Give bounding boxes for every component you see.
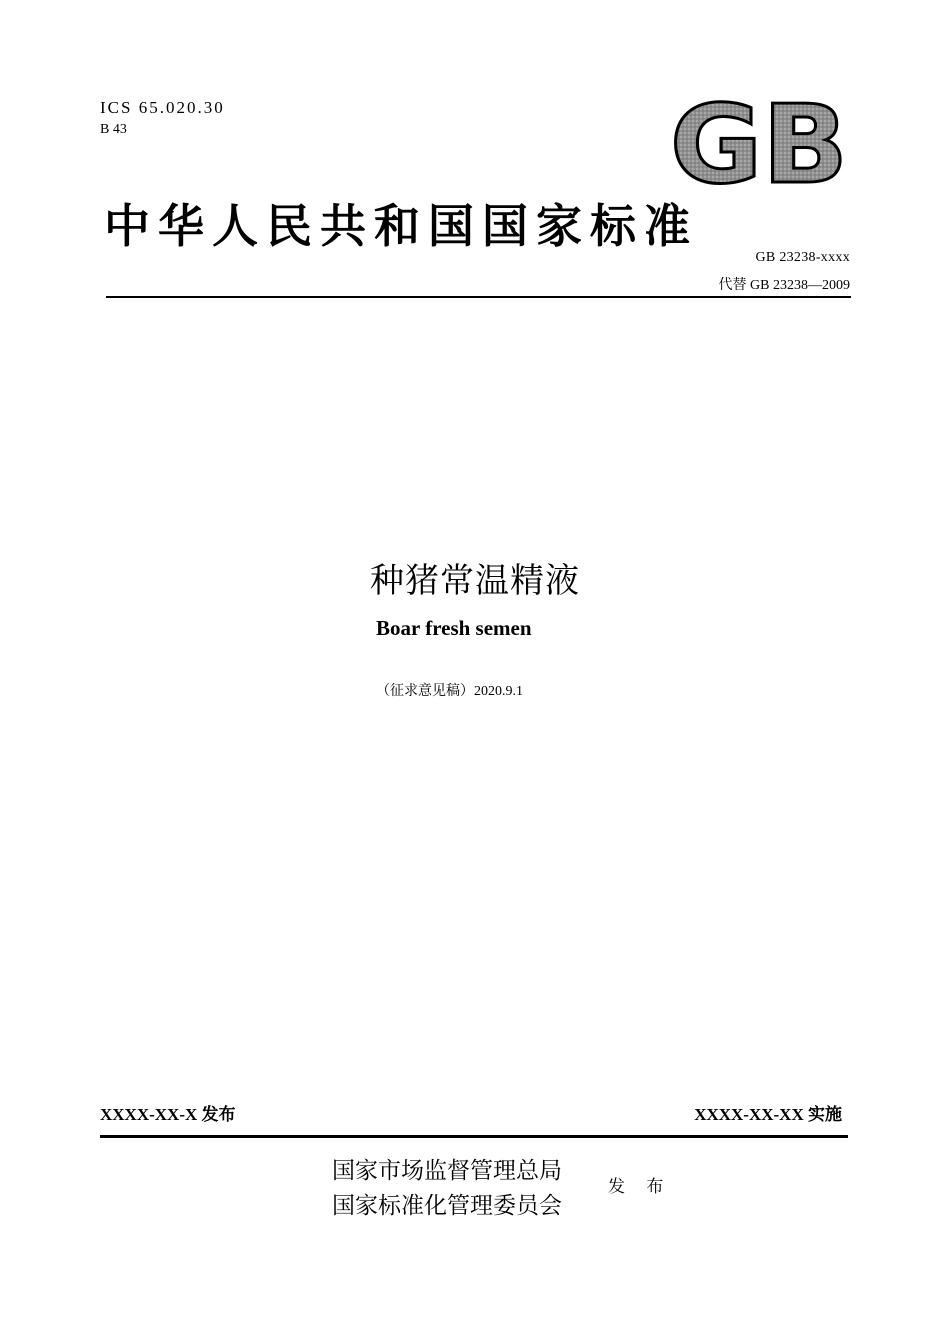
standard-number: GB 23238-xxxx [755, 250, 850, 265]
gb-logo-text: GB [670, 96, 848, 188]
national-standard-title: 中华人民共和国国家标准 [104, 199, 698, 253]
header-divider [106, 296, 851, 298]
document-title-cn: 种猪常温精液 [370, 561, 580, 601]
issuer-samr: 国家市场监督管理总局 [332, 1158, 562, 1184]
issuer-sac: 国家标准化管理委员会 [332, 1193, 562, 1219]
draft-note: （征求意见稿）2020.9.1 [376, 684, 523, 699]
publish-date: XXXX-XX-X 发布 [100, 1105, 236, 1124]
replaces-standard: 代替 GB 23238—2009 [718, 278, 850, 293]
gb-logo [668, 96, 852, 188]
implement-date: XXXX-XX-XX 实施 [694, 1105, 842, 1124]
issue-label: 发 布 [608, 1177, 672, 1197]
footer-divider [100, 1135, 848, 1138]
ics-code: ICS 65.020.30 [100, 98, 225, 117]
document-title-en: Boar fresh semen [376, 616, 532, 640]
ccs-code: B 43 [100, 122, 127, 137]
